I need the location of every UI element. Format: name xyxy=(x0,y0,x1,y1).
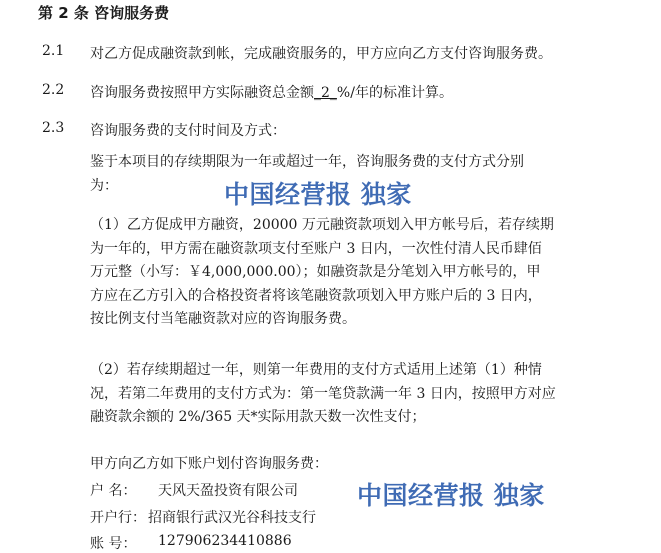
clause-number-2-3: 2.3 xyxy=(42,120,65,136)
payment-item-2-line: 况，若第二年费用的支付方式为：第一笔贷款满一年 3 日内，按照甲方对应 xyxy=(90,385,556,402)
clause-text-2-2 xyxy=(90,82,453,102)
account-bank-label: 开户行： xyxy=(90,510,146,526)
payment-item-2 xyxy=(90,359,556,430)
payment-item-1-line: （1）乙方促成甲方融资，20000 万元融资款项划入甲方帐号后，若存续期 xyxy=(90,217,554,233)
clause-2-2-before: 咨询服务费按照甲方实际融资总金额 xyxy=(90,85,314,101)
account-number-label: 账 号： xyxy=(90,536,137,552)
payment-item-1-line: 方应在乙方引入的合格投资者将该笔融资款项划入甲方账户后的 3 日内， xyxy=(90,287,542,304)
payment-item-1-line: 为一年的，甲方需在融资款项支付至账户 3 日内，一次性付清人民币肆佰 xyxy=(90,240,542,257)
payment-intro-line: 为： xyxy=(90,177,118,194)
article-title: 第 2 条 咨询服务费 xyxy=(38,4,170,22)
account-bank-value: 招商银行武汉光谷科技支行 xyxy=(148,510,316,526)
account-intro: 甲方向乙方如下账户划付咨询服务费： xyxy=(90,456,328,472)
clause-2-2-after: %/年的标准计算。 xyxy=(336,85,453,101)
payment-item-1-line: 按比例支付当笔融资款对应的咨询服务费。 xyxy=(90,311,356,327)
account-name-label: 户 名： xyxy=(90,483,137,499)
payment-intro-line: 鉴于本项目的存续期限为一年或超过一年，咨询服务费的支付方式分别 xyxy=(90,154,524,170)
payment-item-2-line: 融资款余额的 2%/365 天*实际用款天数一次性支付； xyxy=(90,409,426,425)
clause-text-2-1: 对乙方促成融资款到帐，完成融资服务的，甲方应向乙方支付咨询服务费。 xyxy=(90,46,552,62)
payment-item-1 xyxy=(90,214,554,332)
watermark-lower: 中国经营报 独家 xyxy=(357,481,545,510)
clause-number-2-1: 2.1 xyxy=(42,43,65,59)
payment-item-2-line: （2）若存续期超过一年，则第一年费用的支付方式适用上述第（1）种情 xyxy=(90,362,542,378)
account-number-value: 127906234410886 xyxy=(158,533,292,549)
watermark-upper: 中国经营报 独家 xyxy=(224,180,412,209)
clause-number-2-2: 2.2 xyxy=(42,82,65,98)
fee-rate-value: _2_ xyxy=(314,85,337,101)
payment-item-1-line: 万元整（小写：￥4,000,000.00）；如融资款是分笔划入甲方帐号的，甲 xyxy=(90,264,541,280)
clause-text-2-3: 咨询服务费的支付时间及方式： xyxy=(90,123,286,139)
account-name-value: 天风天盈投资有限公司 xyxy=(158,483,298,499)
